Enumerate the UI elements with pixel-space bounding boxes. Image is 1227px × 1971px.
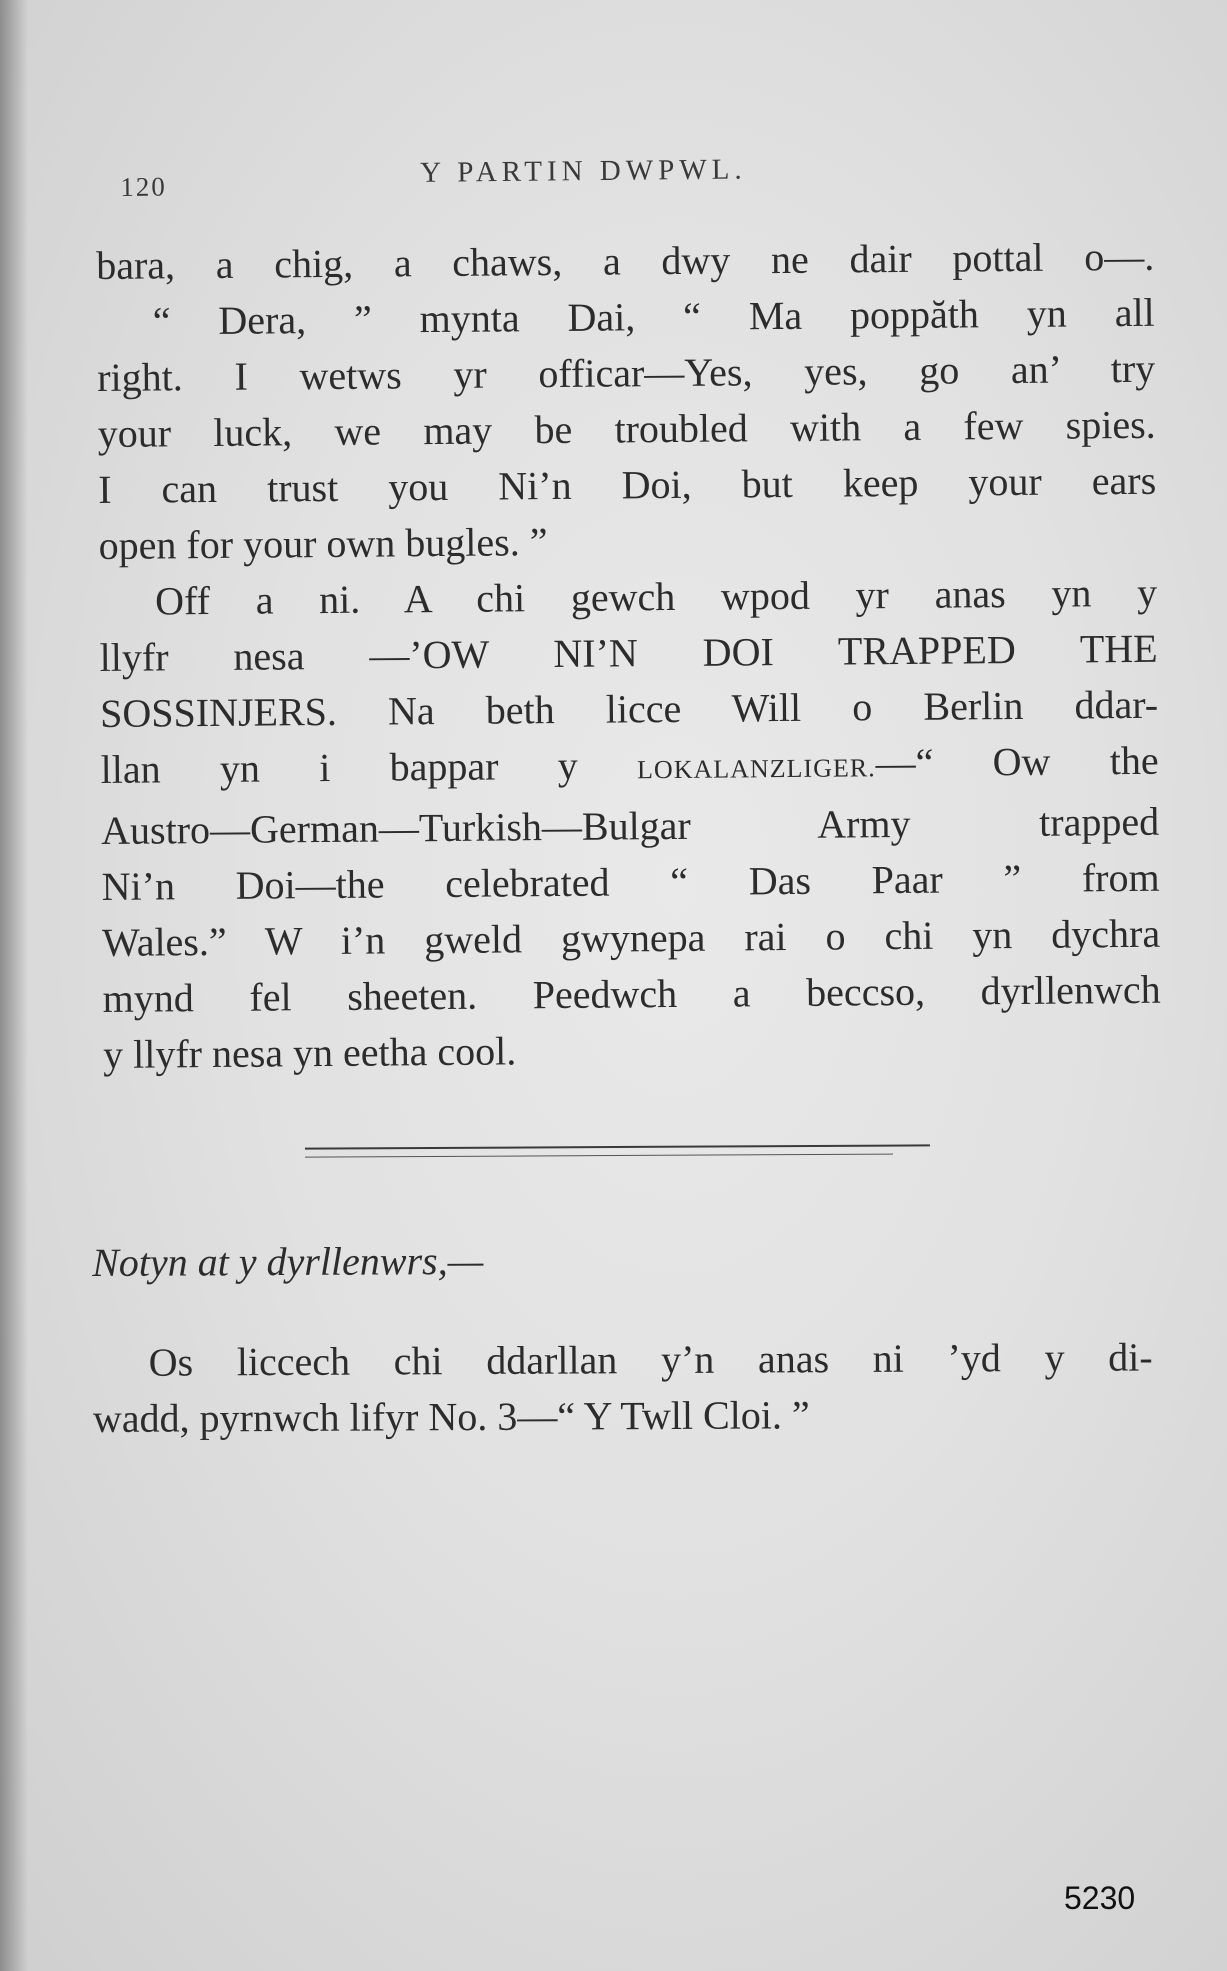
note-text (93, 1329, 1154, 1447)
text-line: Os liccech chi ddarllan y’n anas ni ’yd y di- (148, 1334, 1153, 1385)
text-line: y llyfr nesa yn eetha cool. (102, 1028, 517, 1077)
page-number: 120 (120, 171, 167, 202)
text-line: wadd, pyrnwch lifyr No. 3—“ Y Twll Cloi. ” (92, 1392, 810, 1441)
text-segment: llan yn i bappar y (100, 742, 638, 792)
running-title: Y PARTIN DWPWL. (419, 153, 747, 189)
text-line: Wales.” W i’n gweld gwynepa rai o chi yn dychra (101, 910, 1161, 965)
text-line: Off a ni. A chi gewch wpod yr anas yn y (154, 569, 1158, 624)
text-line: Ni’n Doi—the celebrated “ Das Paar ” from (101, 854, 1160, 909)
running-head (120, 152, 880, 202)
body-text (96, 229, 1161, 1083)
divider-rule (305, 1144, 930, 1149)
text-line: your luck, we may be troubled with a few spies. (97, 401, 1156, 456)
text-line: llyfr nesa —’OW NI’N DOI TRAPPED THE (99, 625, 1158, 680)
text-line: SOSSINJERS. Na beth licce Will o Berlin ddar- (99, 681, 1159, 736)
text-line (100, 733, 1158, 803)
small-caps-name: LOKALANZLIGER. (636, 753, 876, 785)
text-line: Austro—German—Turkish—Bulgar Army trapped (100, 798, 1160, 853)
divider-rule-thin (305, 1154, 892, 1158)
catalog-number: 5230 (1064, 1880, 1136, 1916)
text-line: “ Dera, ” mynta Dai, “ Ma poppăth yn all (152, 289, 1155, 344)
text-line: I can trust you Ni’n Doi, but keep your ears (97, 457, 1157, 512)
text-line: open for your own bugles. ” (98, 519, 548, 568)
note-heading: Notyn at y dyrllenwrs,— (92, 1237, 484, 1285)
text-segment: —“ Ow the (875, 737, 1159, 786)
text-line: mynd fel sheeten. Peedwch a beccso, dyrllenwch (102, 966, 1161, 1021)
text-line: right. I wetws yr officar—Yes, yes, go an’ try (97, 345, 1156, 400)
reader-note (92, 1229, 1153, 1447)
text-line: bara, a chig, a chaws, a dwy ne dair pottal o—. (96, 233, 1155, 288)
page-gutter-shadow (0, 0, 28, 1971)
section-divider (305, 1144, 930, 1164)
